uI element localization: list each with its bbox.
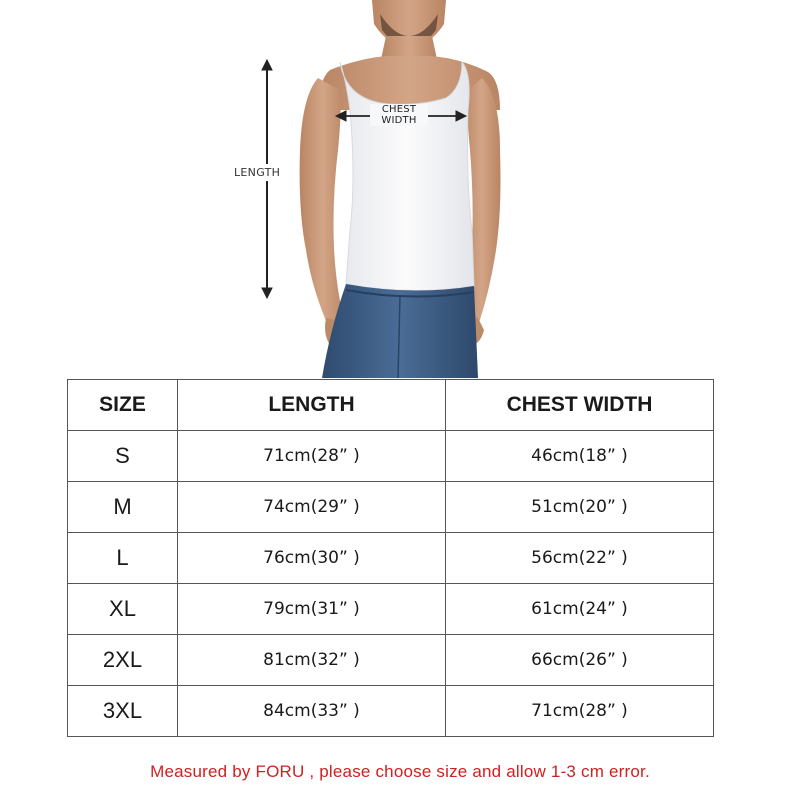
chest-cell: 46cm(18” ) xyxy=(446,431,714,482)
table-row xyxy=(68,686,714,737)
header-length: LENGTH xyxy=(178,380,446,431)
size-chart-table xyxy=(67,379,714,737)
header-chest-width: CHEST WIDTH xyxy=(446,380,714,431)
table-row xyxy=(68,635,714,686)
model-illustration xyxy=(0,0,800,378)
length-cell: 74cm(29” ) xyxy=(178,482,446,533)
chest-cell: 51cm(20” ) xyxy=(446,482,714,533)
length-label: LENGTH xyxy=(234,166,281,179)
model-figure xyxy=(0,0,800,378)
length-cell: 84cm(33” ) xyxy=(178,686,446,737)
chest-cell: 56cm(22” ) xyxy=(446,533,714,584)
table-row xyxy=(68,431,714,482)
size-cell: 3XL xyxy=(68,686,178,737)
chest-label-line2: WIDTH xyxy=(381,115,417,126)
size-cell: XL xyxy=(68,584,178,635)
chest-cell: 66cm(26” ) xyxy=(446,635,714,686)
table-row xyxy=(68,533,714,584)
table-row xyxy=(68,584,714,635)
size-cell: L xyxy=(68,533,178,584)
measurement-footnote: Measured by FORU , please choose size and allow 1-3 cm error. xyxy=(150,762,650,781)
size-cell: S xyxy=(68,431,178,482)
header-size: SIZE xyxy=(68,380,178,431)
length-cell: 79cm(31” ) xyxy=(178,584,446,635)
length-cell: 76cm(30” ) xyxy=(178,533,446,584)
table-row xyxy=(68,482,714,533)
chest-cell: 71cm(28” ) xyxy=(446,686,714,737)
table-header-row xyxy=(68,380,714,431)
length-cell: 71cm(28” ) xyxy=(178,431,446,482)
chest-width-label xyxy=(370,104,428,126)
size-cell: M xyxy=(68,482,178,533)
chest-label-line1: CHEST xyxy=(381,104,417,115)
chest-cell: 61cm(24” ) xyxy=(446,584,714,635)
length-cell: 81cm(32” ) xyxy=(178,635,446,686)
size-cell: 2XL xyxy=(68,635,178,686)
